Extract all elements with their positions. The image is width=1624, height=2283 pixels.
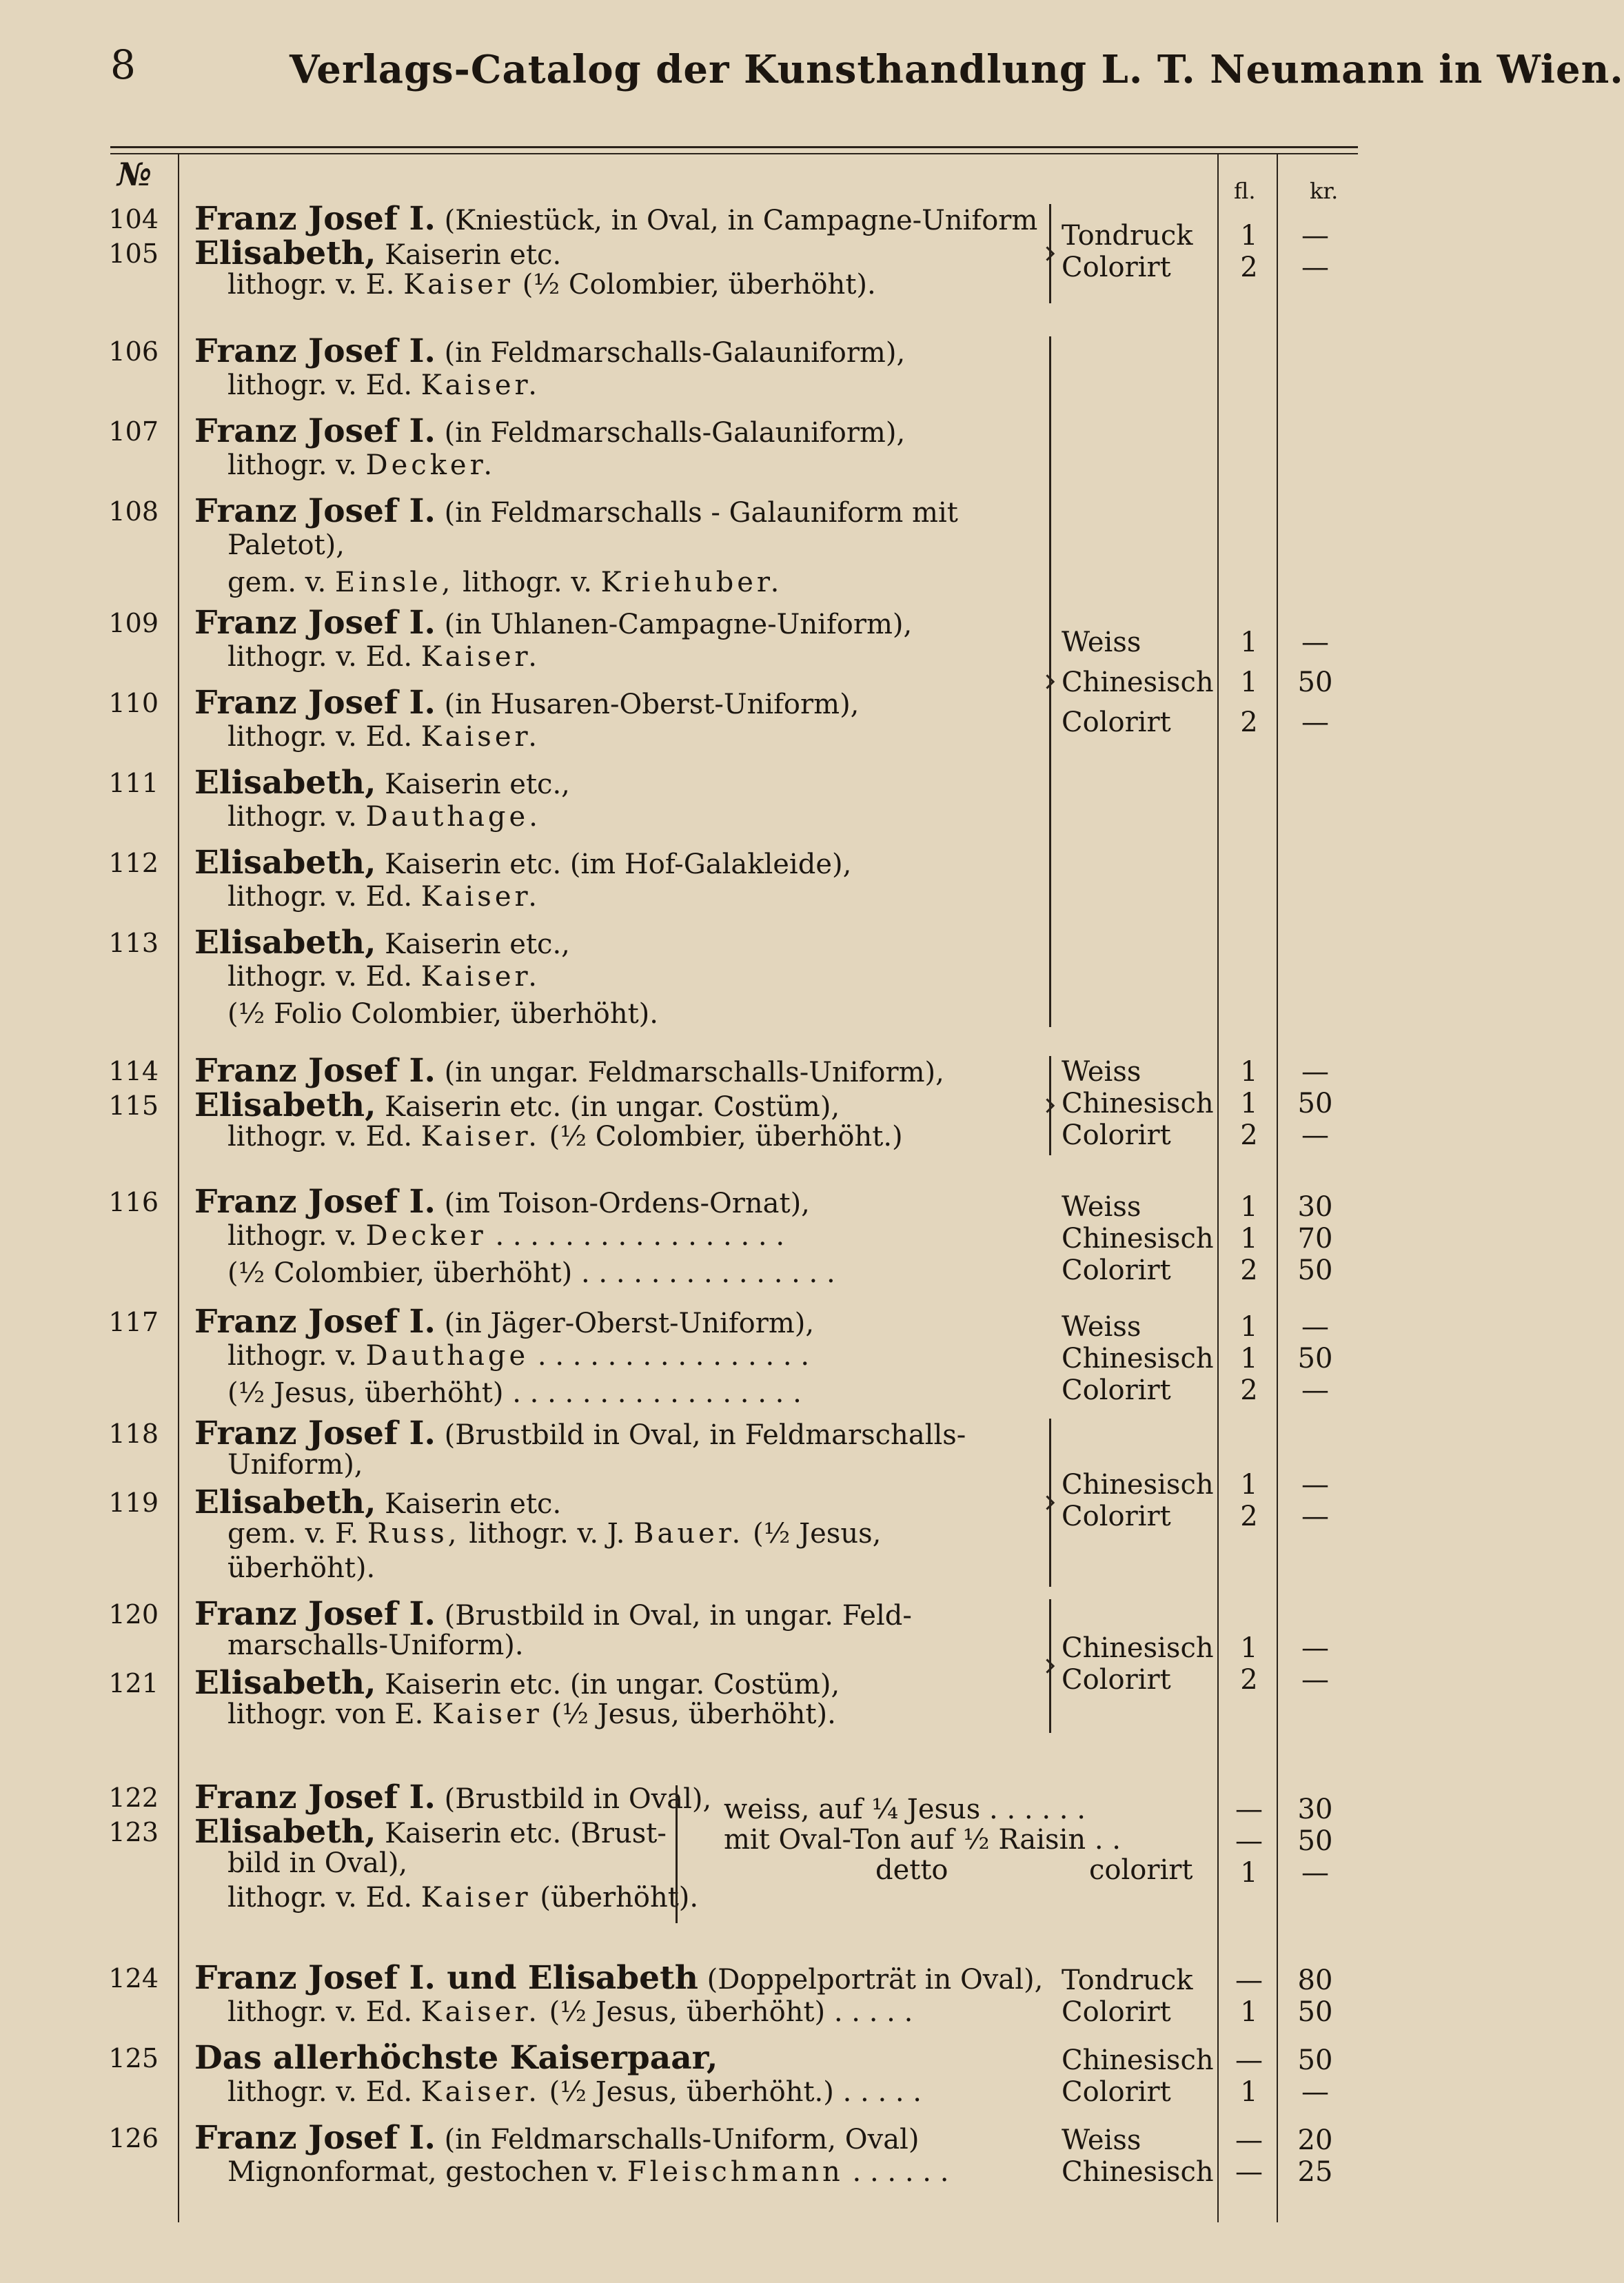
entry-text: (in Uhlanen-Campagne-Uniform), [435, 609, 913, 640]
entry-text: überhöht). [227, 1552, 376, 1584]
entry-subject: Franz Josef I. [194, 200, 436, 238]
entry-line [194, 2039, 718, 2077]
entry-line [194, 1414, 966, 1452]
print-variant: Colorirt [1062, 252, 1171, 283]
price-kreuzer: — [1301, 220, 1329, 252]
price-florin: 1 [1240, 1343, 1258, 1374]
entry-text: (½ Jesus, [744, 1518, 882, 1550]
entry-text: Decker [365, 1220, 487, 1252]
entry-text: Kaiserin etc., [376, 929, 570, 960]
entry-subject: Elisabeth, [194, 924, 376, 962]
entry-number: 106 [108, 336, 159, 367]
print-variant: Chinesisch [1062, 1632, 1214, 1664]
entry-text: (in Husaren-Oberst-Uniform), [435, 689, 860, 720]
price-kreuzer: — [1301, 252, 1329, 283]
price-florin: 1 [1240, 1223, 1258, 1255]
entry-number: 115 [108, 1090, 159, 1121]
entry-line [194, 492, 958, 530]
price-florin: 2 [1240, 1664, 1258, 1696]
entry-subject: Franz Josef I. [194, 1414, 436, 1452]
price-brace [1049, 1056, 1051, 1155]
entry-subject: Franz Josef I. [194, 1183, 436, 1221]
price-florin: 1 [1240, 627, 1258, 658]
entry-line [227, 1996, 913, 2028]
entry-line [194, 604, 912, 642]
entry-number: 109 [108, 608, 159, 638]
entry-text: (überhöht). [531, 1882, 699, 1914]
entry-text: Russ, [367, 1518, 460, 1550]
price-kreuzer: 50 [1297, 2044, 1333, 2076]
entry-line [194, 200, 1037, 238]
entry-text: Dauthage [365, 1340, 529, 1372]
print-variant: Colorirt [1062, 1255, 1171, 1286]
price-kreuzer: — [1301, 707, 1329, 738]
entry-line [194, 1052, 944, 1090]
entry-text: (in Jäger-Oberst-Uniform), [435, 1308, 815, 1339]
price-florin: 1 [1240, 1191, 1258, 1223]
price-kreuzer: 20 [1297, 2124, 1333, 2156]
entry-text: (in Feldmarschalls-Galauniform), [435, 417, 906, 449]
price-brace [1049, 1419, 1051, 1587]
entry-text: lithogr. v. [227, 1340, 366, 1372]
entry-text: (Brustbild in Oval), [435, 1783, 712, 1815]
entry-text: Kaiserin etc. (im Hof-Galakleide), [376, 849, 852, 880]
entry-text: (½ Jesus, überhöht) . . . . . [540, 1996, 913, 2028]
entry-line [194, 332, 905, 370]
entry-number: 110 [108, 688, 159, 718]
page-title: Verlags-Catalog der Kunsthandlung L. T. Neumann in Wien. [290, 47, 1624, 92]
price-florin: 1 [1240, 2076, 1258, 2108]
print-variant: Colorirt [1062, 1664, 1171, 1696]
entry-text: Kaiser. [420, 881, 540, 913]
entry-line [227, 961, 540, 993]
price-kreuzer: 50 [1297, 1255, 1333, 1286]
entry-text: (½ Colombier, überhöht). [514, 269, 876, 301]
entry-text: (½ Jesus, überhöht). [542, 1698, 836, 1730]
print-variant: Colorirt [1062, 1996, 1171, 2028]
entry-text: Kaiser. [420, 1121, 540, 1153]
entry-text: Kaiserin etc. [376, 1488, 562, 1520]
print-variant: Chinesisch [1062, 1469, 1214, 1501]
kr-column-header: kr. [1310, 178, 1339, 204]
price-florin: 2 [1240, 1501, 1258, 1532]
price-kreuzer: — [1301, 1056, 1329, 1088]
price-kreuzer: 25 [1297, 2156, 1333, 2188]
price-kreuzer: — [1301, 1374, 1329, 1406]
entry-text: marschalls-Uniform). [227, 1630, 524, 1661]
entry-line [227, 1698, 836, 1730]
price-kreuzer: 50 [1297, 1996, 1333, 2028]
print-variant: Weiss [1062, 1311, 1141, 1343]
entry-line [227, 567, 782, 598]
price-florin: 1 [1240, 1469, 1258, 1501]
entry-subject: Elisabeth, [194, 234, 376, 272]
entry-text: . . . . . . [843, 2156, 949, 2188]
entry-line [227, 1630, 524, 1661]
price-florin: 1 [1240, 667, 1258, 698]
print-variant: Colorirt [1062, 707, 1171, 738]
entry-text: lithogr. v. Ed. [227, 721, 421, 753]
price-kreuzer: — [1301, 1632, 1329, 1664]
print-variant: Chinesisch [1062, 1088, 1214, 1119]
entry-line [194, 1086, 840, 1124]
price-florin: — [1235, 2156, 1263, 2188]
price-florin: — [1235, 2124, 1263, 2156]
entry-line [227, 881, 540, 913]
entry-text: lithogr. v. Ed. [227, 641, 421, 673]
entry-text: lithogr. v. E. [227, 269, 404, 301]
price-description: weiss, auf ¼ Jesus . . . . . . [724, 1794, 1086, 1825]
entry-line [194, 1959, 1043, 1997]
entry-number: 120 [108, 1599, 159, 1630]
entry-number: 113 [108, 928, 159, 958]
print-variant: Tondruck [1062, 220, 1193, 252]
entry-subject: Franz Josef I. [194, 1052, 436, 1090]
entry-number: 117 [108, 1307, 159, 1337]
price-kreuzer: — [1301, 1501, 1329, 1532]
print-variant: Weiss [1062, 1191, 1141, 1223]
entry-line [227, 1518, 881, 1550]
price-kreuzer: — [1301, 1664, 1329, 1696]
entry-text: Kaiser. [420, 2076, 540, 2108]
price-florin: 2 [1240, 1119, 1258, 1151]
entry-line [227, 1552, 375, 1584]
print-variant: Weiss [1062, 2124, 1141, 2156]
entry-line [194, 764, 570, 802]
number-column-rule [178, 154, 179, 2222]
entry-text: Dauthage. [365, 801, 541, 833]
entry-text: (in ungar. Feldmarschalls-Uniform), [435, 1057, 944, 1088]
price-kreuzer: 50 [1297, 1088, 1333, 1119]
entry-line [227, 1257, 835, 1289]
entry-text: (½ Jesus, überhöht.) . . . . . [540, 2076, 922, 2108]
entry-line [194, 1483, 561, 1521]
price-florin: 1 [1240, 1857, 1258, 1889]
entry-line [227, 641, 540, 673]
entry-text: lithogr. von E. [227, 1698, 433, 1730]
price-florin: 1 [1240, 1632, 1258, 1664]
price-kreuzer: 50 [1297, 667, 1333, 698]
entry-line [227, 998, 658, 1030]
entry-text: gem. v. F. [227, 1518, 367, 1550]
entry-subject: Elisabeth, [194, 764, 376, 802]
entry-line [194, 1595, 912, 1633]
entry-subject: Franz Josef I. [194, 1595, 436, 1633]
entry-text: Kaiser. [420, 961, 540, 993]
print-variant: Colorirt [1062, 2076, 1171, 2108]
price-kreuzer: — [1301, 1311, 1329, 1343]
entry-subject: Elisabeth, [194, 1086, 376, 1124]
entry-text: lithogr. v. Ed. [227, 881, 421, 913]
entry-number: 116 [108, 1187, 159, 1217]
price-kreuzer: 30 [1297, 1794, 1333, 1825]
entry-text: Kaiserin etc. (Brust- [376, 1818, 667, 1849]
entry-text: (Doppelporträt in Oval), [698, 1964, 1044, 1996]
price-florin: — [1235, 1825, 1263, 1857]
entry-text: lithogr. v. Ed. [227, 961, 421, 993]
entry-line [194, 1664, 840, 1702]
print-variant: Weiss [1062, 627, 1141, 658]
print-variant: Weiss [1062, 1056, 1141, 1088]
entry-text: (im Toison-Ordens-Ornat), [435, 1188, 810, 1219]
entry-subject: Franz Josef I. [194, 332, 436, 370]
print-variant: Chinesisch [1062, 1343, 1214, 1374]
price-kreuzer: — [1301, 2076, 1329, 2108]
entry-number: 124 [108, 1963, 159, 1993]
entry-text: Kaiser. [420, 1996, 540, 2028]
entry-text: lithogr. v. [454, 567, 601, 598]
price-florin: 1 [1240, 1311, 1258, 1343]
entry-text: bild in Oval), [227, 1847, 408, 1879]
price-kreuzer: 30 [1297, 1191, 1333, 1223]
entry-line [194, 1813, 667, 1851]
entry-line [227, 721, 540, 753]
entry-line [227, 1220, 784, 1252]
entry-text: Fleischmann [627, 2156, 844, 2188]
entry-line [194, 844, 851, 882]
entry-text: . . . . . . . . . . . . . . . . [529, 1340, 810, 1372]
print-variant: Colorirt [1062, 1501, 1171, 1532]
entry-line [194, 2119, 919, 2157]
price-description: colorirt [1089, 1854, 1193, 1886]
entry-number: 121 [108, 1668, 159, 1698]
price-kreuzer: — [1301, 1469, 1329, 1501]
entry-text: lithogr. v. Ed. [227, 1121, 421, 1153]
price-florin: 1 [1240, 1088, 1258, 1119]
inner-brace [676, 1785, 678, 1923]
price-kreuzer: 50 [1297, 1343, 1333, 1374]
header-rule-bottom [110, 153, 1358, 154]
entry-text: Kaiser. [420, 641, 540, 673]
entry-number: 111 [108, 768, 159, 798]
price-florin: — [1235, 1794, 1263, 1825]
entry-subject: Franz Josef I. [194, 2119, 436, 2157]
header-rule-top [110, 146, 1358, 148]
entry-text: Einsle, [334, 567, 454, 598]
entry-line [194, 234, 561, 272]
entry-text: Mignonformat, gestochen v. [227, 2156, 627, 2188]
entry-line [194, 924, 570, 962]
entry-number: 108 [108, 496, 159, 527]
kr-column-rule [1277, 154, 1278, 2222]
entry-line [227, 449, 496, 481]
entry-number: 105 [108, 239, 159, 269]
entry-text: Kaiserin etc. (in ungar. Costüm), [376, 1091, 840, 1123]
entry-number: 126 [108, 2123, 159, 2153]
entry-text: lithogr. v. [227, 801, 366, 833]
entry-text: lithogr. v. Ed. [227, 1882, 421, 1914]
entry-text: Uniform), [227, 1449, 363, 1481]
entry-subject: Franz Josef I. [194, 604, 436, 642]
entry-subject: Elisabeth, [194, 1813, 376, 1851]
entry-text: Kaiser. [420, 721, 540, 753]
entry-text: (Brustbild in Oval, in ungar. Feld- [435, 1600, 912, 1632]
price-brace-106-113 [1049, 336, 1051, 1027]
entry-line [227, 269, 876, 301]
price-kreuzer: — [1301, 627, 1329, 658]
entry-text: lithogr. v. [227, 1220, 366, 1252]
entry-line [194, 412, 905, 450]
entry-number: 107 [108, 416, 159, 447]
entry-number: 112 [108, 848, 159, 878]
entry-text: Kaiserin etc. [376, 239, 562, 271]
entry-subject: Franz Josef I. und Elisabeth [194, 1959, 698, 1997]
entry-line [227, 1882, 698, 1914]
entry-line [227, 1340, 809, 1372]
entry-number: 123 [108, 1817, 159, 1847]
entry-number: 125 [108, 2043, 159, 2073]
price-kreuzer: 50 [1297, 1825, 1333, 1857]
print-variant: Chinesisch [1062, 2044, 1214, 2076]
price-florin: 2 [1240, 707, 1258, 738]
entry-subject: Franz Josef I. [194, 412, 436, 450]
print-variant: Chinesisch [1062, 2156, 1214, 2188]
entry-subject: Elisabeth, [194, 1483, 376, 1521]
entry-number: 104 [108, 204, 159, 234]
print-variant: Chinesisch [1062, 1223, 1214, 1255]
entry-text: Kaiser [420, 1882, 531, 1914]
entry-subject: Elisabeth, [194, 1664, 376, 1702]
price-description: detto [875, 1854, 948, 1886]
entry-text: (½ Jesus, überhöht) . . . . . . . . . . . . . . . . . [227, 1377, 802, 1409]
entry-text: lithogr. v. Ed. [227, 369, 421, 401]
entry-line [194, 1303, 814, 1341]
entry-text: Kriehuber. [600, 567, 783, 598]
entry-line [227, 529, 345, 561]
entry-text: . . . . . . . . . . . . . . . . . [486, 1220, 785, 1252]
entry-text: lithogr. v. [227, 449, 366, 481]
price-florin: 2 [1240, 1255, 1258, 1286]
entry-text: Kaiser [403, 269, 514, 301]
entry-text: Bauer. [633, 1518, 744, 1550]
entry-line [227, 1449, 363, 1481]
entry-line [227, 801, 541, 833]
price-florin: — [1235, 1965, 1263, 1996]
entry-text: (½ Colombier, überhöht) . . . . . . . . . . . . . . . [227, 1257, 835, 1289]
price-kreuzer: 80 [1297, 1965, 1333, 1996]
entry-subject: Franz Josef I. [194, 1303, 436, 1341]
entry-text: gem. v. [227, 567, 335, 598]
entry-line [194, 1778, 711, 1816]
entry-line [227, 1847, 407, 1879]
entry-text: lithogr. v. Ed. [227, 1996, 421, 2028]
print-variant: Colorirt [1062, 1119, 1171, 1151]
entry-line [194, 1183, 810, 1221]
price-florin: 1 [1240, 220, 1258, 252]
entry-text: (½ Colombier, überhöht.) [540, 1121, 903, 1153]
print-variant: Chinesisch [1062, 667, 1214, 698]
entry-subject: Elisabeth, [194, 844, 376, 882]
price-brace [1049, 1599, 1051, 1733]
number-column-header: № [117, 156, 152, 193]
entry-subject: Franz Josef I. [194, 1778, 436, 1816]
entry-text: (in Feldmarschalls - Galauniform mit [435, 497, 958, 529]
entry-text: (½ Folio Colombier, überhöht). [227, 998, 658, 1030]
price-florin: 2 [1240, 1374, 1258, 1406]
page-number: 8 [110, 41, 136, 88]
entry-text: lithogr. v. Ed. [227, 2076, 421, 2108]
entry-text: (Brustbild in Oval, in Feldmarschalls- [435, 1419, 966, 1451]
price-florin: 1 [1240, 1996, 1258, 2028]
entry-line [227, 2076, 922, 2108]
price-kreuzer: 70 [1297, 1223, 1333, 1255]
entry-subject: Franz Josef I. [194, 684, 436, 722]
price-florin: 2 [1240, 252, 1258, 283]
entry-number: 119 [108, 1488, 159, 1518]
entry-number: 122 [108, 1783, 159, 1813]
entry-number: 114 [108, 1056, 159, 1086]
entry-line [227, 2156, 948, 2188]
fl-column-header: fl. [1234, 178, 1256, 204]
price-florin: — [1235, 2044, 1263, 2076]
entry-text: Kaiser. [420, 369, 540, 401]
price-description: mit Oval-Ton auf ½ Raisin . . [724, 1824, 1121, 1856]
entry-text: (Kniestück, in Oval, in Campagne-Uniform [435, 205, 1038, 236]
entry-text: lithogr. v. J. [460, 1518, 634, 1550]
entry-subject: Franz Josef I. [194, 492, 436, 530]
entry-text: Decker. [365, 449, 496, 481]
entry-text: Kaiserin etc., [376, 769, 570, 800]
entry-subject: Das allerhöchste Kaiserpaar, [194, 2039, 718, 2077]
entry-text: (in Feldmarschalls-Uniform, Oval) [435, 2124, 920, 2155]
entry-line [194, 684, 859, 722]
price-kreuzer: — [1301, 1119, 1329, 1151]
entry-number: 118 [108, 1419, 159, 1449]
entry-line [227, 369, 540, 401]
price-florin: 1 [1240, 1056, 1258, 1088]
entry-line [227, 1377, 802, 1409]
price-kreuzer: — [1301, 1857, 1329, 1889]
entry-text: Kaiserin etc. (in ungar. Costüm), [376, 1669, 840, 1701]
price-brace [1049, 204, 1051, 303]
entry-line [227, 1121, 903, 1153]
entry-text: Paletot), [227, 529, 345, 561]
entry-text: Kaiser [432, 1698, 542, 1730]
entry-text: (in Feldmarschalls-Galauniform), [435, 337, 906, 369]
fl-column-rule [1217, 154, 1219, 2222]
print-variant: Tondruck [1062, 1965, 1193, 1996]
print-variant: Colorirt [1062, 1374, 1171, 1406]
